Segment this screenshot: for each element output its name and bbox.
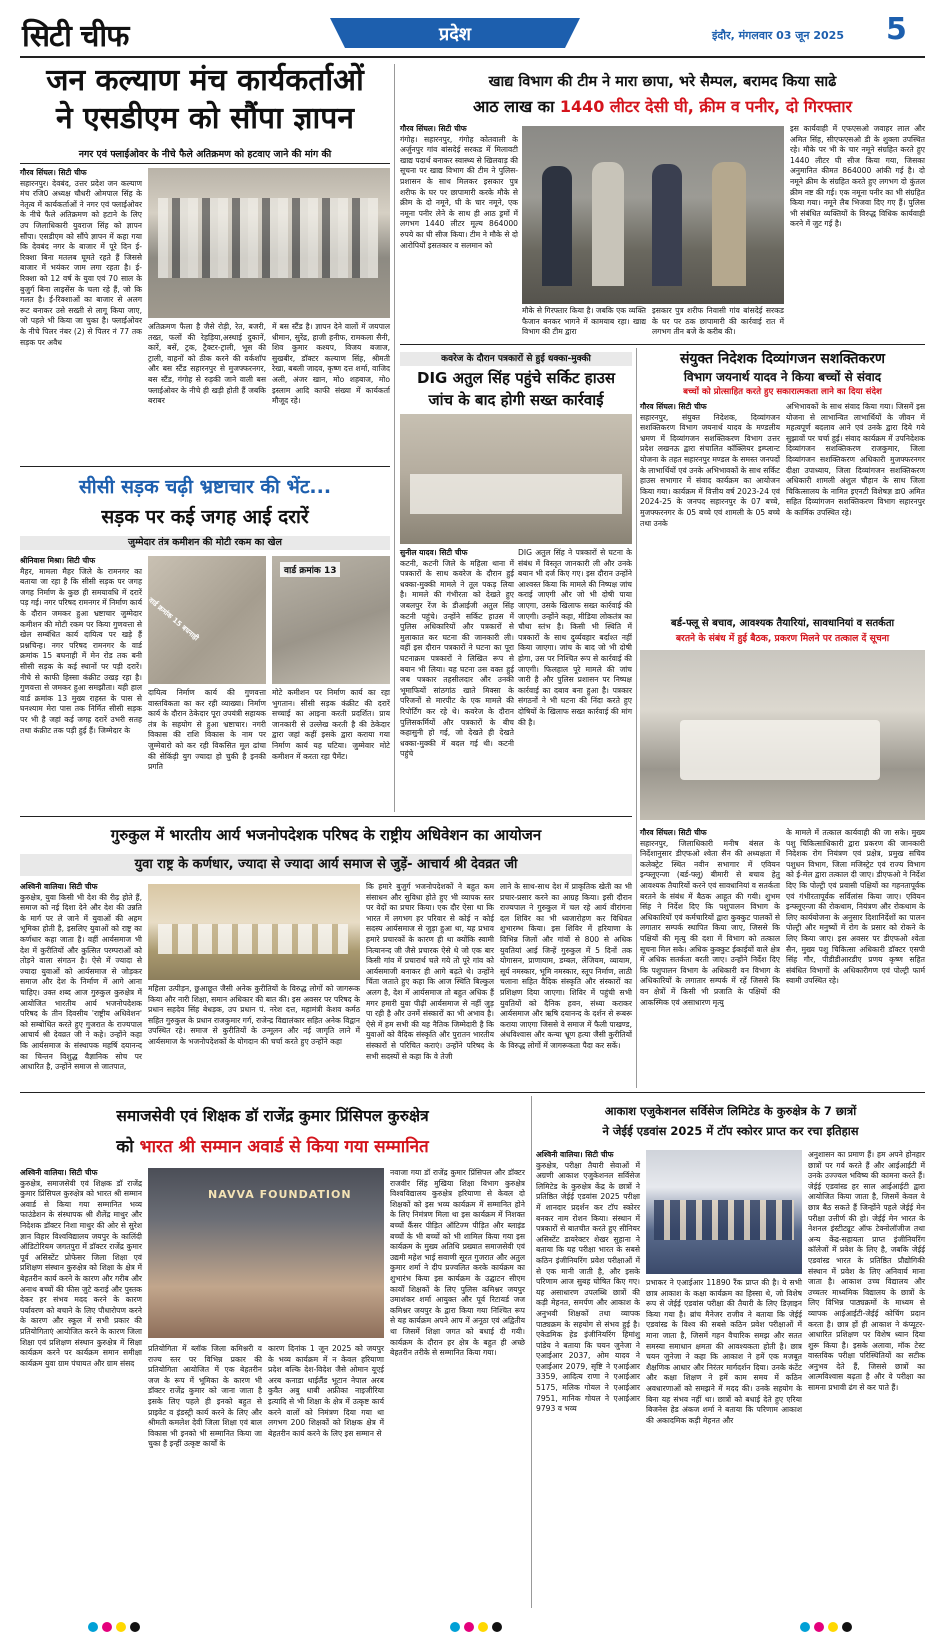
dateline: इंदौर, मंगलवार 03 जून 2025 (712, 29, 844, 42)
art4-headline-1: संयुक्त निदेशक दिव्यांगजन सशक्तिकरण (679, 351, 886, 367)
art2-byline: गौरव सिंघल। सिटी चीफ (400, 124, 467, 133)
art3-photo (400, 414, 632, 544)
art7-col1-text: कुरुक्षेत्र, युवा किसी भी देश की रीढ़ होते हैं, समाज को नई दिशा देने और देश की उन्नति के मार्ग पर ले जाने में युवाओं की अहम भूमिका होती है, इसलिए युवाओं को राष्ट्र का कर्णधार कहा जाता है। वहीं आर्यसमाज भी देश में कुरीतियों और कुत्सित परम्पराओं को तोड़ने वाला संगठन है। ऐसे में ज्यादा से ज्यादा युवाओं को आर्यसमाज से जोड़कर समाज और देश के निर्माण में आगे आना चाहिए। उक्त शब्द आज गुरुकुल कुरुक्षेत्र में आयोजित भारतीय आर्य भजनोपदेशक परिषद के तीन दिवसीय 'राष्ट्रीय अधिवेशन' को सम्बोधित करते हुए गुजरात के राज्यपाल आचार्य श्री देवव्रत जी ने कहे। उन्होंने कहा कि आर्यसमाज के संस्थापक महर्षि दयानन्द का चिन्तन विशुद्ध वैज्ञानिक सोच पर आधारित है, उन्होंने समाज से जातपात, (20, 892, 142, 1072)
art7-col4: लाने के साथ-साथ देश में प्राकृतिक खेती का भी प्रचार-प्रसार करने का आग्रह किया। इसी दौरान राज्यपाल ने गुरुकुल में चल रहे आर्य वीरांगना दल शिविर का भी ध्वजारोहण कर विधिवत शुभारम्भ किया। इस शिविर में हरियाणा के विभिन्न जिलों और गांवों से 800 से अधिक युवतियां आई जिन्हें गुरुकुल में 5 दिनों तक योगासन, प्राणायाम, डम्बल, लेजियम, व्यायाम, सूर्य नमस्कार, भूमि नमस्कार, स्तूप निर्माण, लाठी चलाना सहित वैदिक संस्कृति और संस्कारों का प्रशिक्षण दिया जाएगा। शिविर में पहुंची सभी युवतियों को दैनिक हवन, संध्या कराकर आर्यसमाज और ऋषि दयानन्द के दर्शन से रूबरू कराया जाएगा जिससे वे समाज में फैली पाखण्ड, अंधविश्वास और कन्या भ्रूण हत्या जैसी कुरीतियों के विरुद्ध लोगों में जागरूकता पैदा कर सकें। (500, 882, 632, 1050)
art6-photo-1-label: वार्ड क्रमांक 15 बघनाही (146, 596, 200, 643)
art6-headline-1: सीसी सड़क चढ़ी भ्रष्टाचार की भेंट... (78, 476, 332, 498)
art3-kicker: कवरेज के दौरान पत्रकारों से हुई धक्का-मुक्की (400, 352, 632, 366)
art7-headline: गुरुकुल में भारतीय आर्य भजनोपदेशक परिषद के राष्ट्रीय अधिवेशन का आयोजन (110, 826, 542, 844)
divider-art1-art6 (20, 466, 390, 467)
art8-col1-text: कुरुक्षेत्र, समाजसेवी एवं शिक्षक डॉ राजेंद्र कुमार प्रिंसिपल कुरुक्षेत्र को भारत श्री सम्मान अवार्ड से किया गया सम्मानित भव्य फाउंडेशन के संस्थापक श्री शैलेंद्र माथुर और निदेशक डॉक्टर निशा माथुर की ओर से सुरेश ज्ञान विहार विश्वविद्यालय जयपुर के कालिंदी ऑडिटोरियम जगतपुरा में डॉक्टर राजेंद्र कुमार पूर्व असिस्टेंट प्रोफेसर जिला शिक्षा एवं प्रशिक्षण संस्थान कुरुक्षेत्र को शिक्षा के क्षेत्र में बेहतरीन कार्य करने के कारण और गरीब और अनाथ बच्चों की फीस जुटे कराई और पुस्तक देकर हर संभव मदद करने के कारण पर्यावरण को बचाने के लिए पौधारोपण करने के कारण और स्कूल में सभी प्रकार की प्रतियोगिताएं आयोजित करने के कारण जिला शिक्षा एवं प्रशिक्षण संस्थान कुरुक्षेत्र में सिक्षा कार्यक्रम करने पर कार्यक्रम समान समीक्षा कार्यक्रम युवा ग्राम पंचायत और ग्राम संसद (20, 1178, 142, 1368)
art3-col1-text: कटनी, कटनी जिले के महिला थाना में पत्रकारों के साथ कवरेज के दौरान हुई धक्का-मुक्की मामले ने तूल पकड़ लिया है। मामले की गंभीरता को देखते हुए जबलपुर रेंज के डीआईजी अतुल सिंह कटनी पहुंचे। उन्होंने सर्किट हाउस में पुलिस अधिकारियों और पत्रकारों से मुलाकात कर घटना की जानकारी ली। वहीं इस दौरान पत्रकारों ने घटना का पूरा घटनाक्रम पत्रकारों ने लिखित रूप से बयान भी लिया। यह घटना उस वक्त हुई जब पत्रकार तहसीलदार और उनकी भूमाफियों सांठगांठ खाते मिक्सा के परिजनों से मारपीट के एक मामले की रिपोर्टिंग कर रहे थे। कवरेज के दौरान पुलिसकर्मियों और पत्रकारों के बीच कहासुनी हो गई, जो देखते ही देखते धक्का-मुक्की में बदल गई थी। कटनी पहुंचे (400, 558, 514, 759)
art9-byline: अश्विनी वालिया। सिटी चीफ (536, 1150, 614, 1159)
art5-col1 (640, 828, 780, 1086)
art9-col3: अनुशासन का प्रमाण हैं। हम अपने होनहार छात्रों पर गर्व करते हैं और आईआईटी में उनके उज्ज्वल भविष्य की कामना करते हैं। जेईई एडवांस्ड हर साल आईआईटी द्वारा आयोजित किया जाता है, जिसमें केवल वे छात्र बैठ सकते हैं जिन्होंने पहले जेईई मेन परीक्षा उत्तीर्ण की हो। जेईई मेन भारत के नेशनल इंस्टीट्यूट ऑफ टेक्नोलॉजीज तथा अन्य केंद्र-सहायता प्राप्त इंजीनियरिंग कॉलेजों में प्रवेश के लिए है, जबकि जेईई एडवांस्ड भारत के प्रतिष्ठित प्रौद्योगिकी संस्थान में प्रवेश के लिए अनिवार्य माना जाता है। आकाश उच्च विद्यालय और उच्चतर माध्यमिक विद्यालय के छात्रों के लिए विभिन्न पाठ्यक्रमों के माध्यम से व्यापक आईआईटी-जेईई कोचिंग प्रदान करता है। छात्र हों ही आकाश ने कंप्यूटर-आधारित प्रशिक्षण पर विशेष ध्यान दिया शुरू किया है। इसके अलावा, मॉक टेस्ट वास्तविक परीक्षा परिस्थितियों का सटीक अनुभव देते हैं, जिससे छात्रों का आत्मविश्वास बढ़ता है और वे परीक्षा का सामना प्रभावी ढंग से कर पाते हैं। (808, 1150, 925, 1393)
art6-photo-1 (148, 556, 266, 684)
art1-col1-text: सहारनपुर। देवबंद, उत्तर प्रदेश जन कल्याण मंच रजि0 अध्यक्ष चौधरी ओमपाल सिंह के नेतृत्व में कार्यकर्ताओं ने नगर एवं फ्लाईओवर के नीचे फैले अतिक्रमण को हटाने के लिए उप जिलाधिकारी युवराज सिंह को ज्ञापन सौंपा। एसडीएम को सौंपे ज्ञापन में कहा गया कि देवबंद नगर के बाजार में पूरे दिन ई-रिक्शा बिना मतलब घूमते रहते हैं जिससे बाजार में भयंकर जाम लगा रहता है। ई-रिक्शा को 12 वर्ष के युवा एवं 70 साल के बुजुर्ग बिना लाइसेंस के चला रहे हैं, जो कि गलत है। ई-रिक्शाओं का बाजार से अलग रूट बनाकर उसे सख्ती से लागू किया जाए, जो पहले भी किया जा चुका है। फ्लाईओवर के नीचे पिलर नंबर (2) से पिलर नं 77 तक सड़क पर अवैध (20, 178, 142, 347)
art7-col1 (20, 882, 142, 1086)
art2-col2: मौके से गिरफ्तार किया है। जबकि एक व्यक्ति फैजान बनकर भागने में कामयाब रहा। खाद्य विभाग की टीम द्वारा (522, 306, 646, 337)
art6-byline: श्रीनिवास मिश्रा। सिटी चीफ (20, 556, 96, 565)
art6-col3: मोटे कमीशन पर निर्माण कार्य का रहा भुगतान। सीसी सड़क कंक्रीट की दरारें सच्चाई का आइना करती प्रदर्शित। प्राय जानकारी से उल्लेख करती है की ठेकेदार द्वारा जहां कहीं इसके द्वारा कराया गया निर्माण कार्य यह घटिया। जुम्मेवार मोटे कमीशन में करता रहा पैमेंट। (272, 688, 390, 761)
art8-photo-banner: NAVVA FOUNDATION (208, 1188, 352, 1201)
registration-strip (0, 1616, 945, 1641)
art6-col1-text: मैहर, मामला मैहर जिले के रामनगर का बताया जा रहा है कि सीसी सड़क पर जगह जगह निर्माण के कुछ ही समयावधि में दरारें पड़ गई। नगर परिषद रामनगर में निर्माण कार्य के दौरान जमकर हुआ भ्रष्टाचार जुम्मेदार कमीशन की मोटी रकम पर किया गुणवत्ता से खेल सम्बंधित कार्य दायित्व पर खड़े हैं प्रश्नचिन्ह। नगर परिषद रामनगर के वार्ड क्रमांक 15 बघनाही में मेन रोड तक बनी सीसी सड़क के कई स्थानों पर पड़ी दरारें। नीचे से काफी हिस्सा कंक्रीट उखड़ रहा है। गुणवत्ता से जमकर हुआ समझौता। यही हाल वार्ड क्रमांक 13 मुख्य राहस्त के पास से घनश्याम मेरा पास तक निर्मित सीसी सड़क पर भी है जहां कई जगह दरारें उभरी सतह तथा कंक्रीट तक पड़ी हुई हैं। जिम्मेदार के (20, 566, 142, 735)
art1-headline-2: ने एसडीएम को सौंपा ज्ञापन (55, 101, 354, 136)
art1-photo (148, 168, 390, 318)
art8-headline-prefix: को (116, 1137, 140, 1157)
art7-col3: कि हमारे बुजुर्ग भजनोपदेशकों ने बहुत कम संसाधन और सुविधा होते हुए भी व्यापक स्तर पर वेदों का प्रचार किया। एक दौर ऐसा था कि भारत में लगभग हर परिवार से कोई न कोई सदस्य आर्यसमाज से जुड़ा हुआ था, यह प्रभाव हमारे प्रचारकों के कारण ही था क्योंकि स्वामी नित्यानन्द जी जैसे प्रचारक ऐसे थे जो एक बार किसी गांव में प्रचारार्थ चले गये तो पूरे गांव को आर्यसमाजी बनाकर ही आगे बढ़ते थे। उन्होंने चिंता जताते हुए कहा कि आज स्थिति बिल्कुल अलग है, देश में आर्यसमाज तो बहुत अधिक हैं मगर हमारी युवा पीढ़ी आर्यसमाज से नहीं जुड़ पा रही है और उनमें संस्कारों का भी अभाव है। ऐसे में हम सभी की यह नैतिक जिम्मेदारी है कि युवाओं को वैदिक संस्कृति और पुरातन भारतीय संस्कारों से परिचित कराएं। उन्होंने परिषद के सभी सदस्यों से कहा कि वे तेजी (366, 882, 494, 1061)
art6-col1 (20, 556, 142, 808)
art8-col1 (20, 1168, 142, 1608)
art2-photo (522, 126, 784, 304)
art7-top-rule (20, 816, 632, 817)
art8-col3: कारण दिनांक 1 जून 2025 को जयपुर के भव्य कार्यक्रम में न केवल हरियाणा प्रदेश बल्कि देश-विदेश जैसे ओमान यूएई अरब कनाडा थाईलैंड भूटान नेपाल अरब कुवैत अबु धाबी अफ्रीका नाइजीरिया इत्यादि से भी शिक्षा के क्षेत्र में उत्कृष्ट कार्य करने वालों को निमंत्रण दिया गया था लगभग 200 शिक्षकों को शिक्षक क्षेत्र में बेहतरीन कार्य करने के लिए इस सम्मान से (268, 1344, 384, 1438)
art8-byline: अश्विनी वालिया। सिटी चीफ (20, 1168, 98, 1177)
art1-col1 (20, 168, 142, 347)
col-divider-1 (394, 64, 395, 812)
art5-col1-text: सहारनपुर, जिलाधिकारी मनीष बंसल के निर्देशानुसार डीएफओ श्वेता सैन की अध्यक्षता में कलेक्ट्रेट स्थित नवीन सभागार में एवियन इन्फ्लूएन्जा (बर्ड-फ्लू) बीमारी से बचाव हेतु आवश्यक तैयारियों करने एवं सावधानियां व सतर्कता बरतने के संबंध में बैठक आहूत की गयी। शुभम सिंह ने निर्देश दिए कि पशुपालन विभाग के अधिकारियों एवं कर्मचारियों द्वारा कुक्कुट पालकों से लगातार सम्पर्क स्थापित किया जाए, जिससे कि पक्षियों की मृत्यु की दशा में विभाग को तत्काल सूचना मिल सके। अधिक कुक्कुट ईकाईयों वाले क्षेत्र में अधिक सतर्कता बरती जाए। उन्होंने निर्देश दिए कि पशुपालन विभाग के अधिकारी वन विभाग के अधिकारियों के लगातार सम्पर्क में रहें जिससे कि वन क्षेत्रों में किसी भी प्रजाति के पक्षियों की आकस्मिक एवं असाधारण मृत्यु (640, 838, 780, 1007)
art8-headline-1: समाजसेवी एवं शिक्षक डॉ राजेंद्र कुमार प्रिंसिपल कुरुक्षेत्र (116, 1107, 429, 1125)
art9-col1 (536, 1150, 640, 1608)
art1-col3: में बस स्टैंड है। ज्ञापन देने वालों में जयपाल धीमान, सुरेंद्र, हाजी हनीफ, रामकला सैनी, शिव कुमार कश्यप, विजय बजाज, सुखबीर, डॉक्टर कल्याण सिंह, श्रीमती रेखा, बबली जादव, कृष्ण दत्त शर्मा, वाजिद अली, अंजर खान, मोo शहबाज, मोo इस्लाम आदि काफी संख्या में कार्यकर्ता मौजूद रहे। (272, 322, 390, 406)
masthead-rule (20, 56, 925, 58)
art6-col2: दायित्व निर्माण कार्य की गुणवत्ता वास्तविकता का कर रही व्याख्या। निर्माण कार्य के दौरान ठेकेदार पूरा उपयंत्री सहायक तंत्र के सहयोग से हुआ भ्रष्टाचार। नगरी विकास की राशि विकास के नाम पर जुम्मेवारो को कर रही विकसित मूल ढांचा की सेकिंड़ी युग ज्यादा हो चुकी है इनकी प्रगति (148, 688, 266, 772)
art5-byline: गौरव सिंघल। सिटी चीफ (640, 828, 707, 837)
art5-headline-2: बरतने के संबंध में हुई बैठक, प्रकरण मिलने पर तत्काल दें सूचना (675, 633, 890, 644)
art1-sub-rule (20, 163, 390, 164)
col-divider-2 (636, 348, 637, 1088)
art5-photo (640, 650, 925, 820)
art9-headline-2: ने जेईई एडवांस 2025 में टॉप स्कोरर प्राप्त कर रचा इतिहास (602, 1124, 859, 1138)
art6-photo-2-label: वार्ड क्रमांक 13 (280, 562, 340, 577)
art6-kicker: जुम्मेदार तंत्र कमीशन की मोटी रकम का खेल (20, 536, 390, 550)
art1-byline: गौरव सिंघल। सिटी चीफ (20, 168, 87, 177)
art7-subhead: युवा राष्ट्र के कर्णधार, ज्यादा से ज्यादा आर्य समाज से जुड़ें- आचार्य श्री देवव्रत जी (20, 854, 632, 876)
page-number: 5 (886, 12, 907, 47)
art8-col2: प्रतियोगिता में ब्लॉक जिला कमिश्नरी व राज्य स्तर पर विभिन्न प्रकार की प्रतियोगिता आयोजित में एक बेहतरीन जज के रूप में भूमिका के कारण भी डॉक्टर राजेंद्र कुमार को जाना जाता है इसके लिए पहले ही इनको बहुत से प्राइवेट व इंडस्ट्री कार्य करने के लिए और श्रीमती कमलेश देवी जिला शिक्षा एवं बाल विकास भी इनको भी सम्मानित किया जा चुका है इन्हीं उत्कृष्ट कार्यों के (148, 1344, 262, 1449)
art8-headline-highlight: भारत श्री सम्मान अवार्ड से किया गया सम्मानित (139, 1137, 429, 1157)
art4-subhead: बच्चों को प्रोत्साहित करते हुए सकारात्मकता लाने का दिया संदेश (683, 387, 882, 397)
art4-headline-2: विभाग जयनार्थ यादव ने किया बच्चों से संवाद (683, 370, 882, 384)
art4-col2: अभिभावकों के साथ संवाद किया गया। जिसमें इस योजना से लाभान्वित लाभार्थियों के जीवन में महत्वपूर्ण बदलाव आने एवं उनके द्वारा दिये गये सुझावों पर चर्चा हुई। संवाद कार्यक्रम में उपनिदेशक दिव्यांगजन सशक्तिकरण राजकुमार, जिला दिव्यांगजन सशक्तिकरण अधिकारी मुजफ्फरनगर दीक्षा उपाध्याय, जिला दिव्यांगजन सशक्तिकरण अधिकारी शामली अंशुल चौहान के साथ जिला चिकित्सालय के नामित इएनटी विशेषज्ञ डा0 अमित सहित दिव्यांगजन सशक्तिकरण विभाग सहारनपुर के कार्मिक उपस्थित रहे। (786, 402, 925, 517)
art2-headline-2 (400, 96, 925, 118)
art8-top-rule (20, 1092, 925, 1093)
art9-photo (646, 1150, 802, 1274)
art6-headline-2: सड़क पर कई जगह आई दरारें (101, 506, 309, 528)
art2-col1-text: गंगोह। सहारनपुर, गंगोह कोतवाली के अर्जुनपुर गांव बांसदेई सरकड में मिलावटी खाद्य पदार्थ बनाकर स्वास्थ्य से खिलवाड़ की सूचना पर खाद्य विभाग की टीम ने पुलिस-प्रशासन के साथ मिलकर इसकार पुत्र शरीफ के घर पर छापामारी करके मौके से क्रीम के दो नमूने, घी के चार नमूने, एक नमूना पनीर लेने के साथ ही आठ ड्रमों में लगभग 1440 लीटर मूल्य 864000 रुपये का घी सीज किया। टीम ने मौके से दो आरोपियों इसतकार व सलमान को (400, 134, 518, 250)
art7-photo (148, 884, 360, 980)
art2-headline-1: खाद्य विभाग की टीम ने मारा छापा, भरे सैम्पल, बरामद किया साढे (488, 74, 837, 90)
art5-headline-1: बर्ड-फ्लू से बचाव, आवश्यक तैयारियां, सावधानियां व सतर्कता (670, 618, 895, 629)
art3-headline-2: जांच के बाद होगी सख्त कार्रवाई (428, 391, 604, 409)
art3-col2: DIG अतुल सिंह ने पत्रकारों से घटना के संबंध में विस्तृत जानकारी ली और उनके बयान भी दर्ज किए गए। इस दौरान उन्होंने आश्वस्त किया कि मामले की निष्पक्ष जांच कराई जाएगी और जो भी दोषी पाया जाएगा, उसके खिलाफ सख्त कार्रवाई की जाएगी। उन्होंने कहा, मीडिया लोकतंत्र का चौथा स्तंभ है। किसी भी स्थिति में पत्रकारों के साथ दुर्व्यवहार बर्दाश्त नहीं किया जाएगा। जांच के बाद जो भी दोषी होगा, उस पर निश्चित रूप से कार्रवाई की जाएगी। फिलहाल पूरे मामले की जांच जारी है और पुलिस प्रशासन पर निष्पक्ष कार्रवाई का दबाव बना हुआ है। पत्रकार संगठनों ने भी घटना की निंदा करते हुए दोषियों के खिलाफ सख्त कार्रवाई की मांग की है। (518, 548, 632, 727)
art8-headline-2 (20, 1134, 525, 1160)
art9-divider (531, 1096, 532, 1608)
art9-col2: प्रभाकर ने एआईआर 11890 रैंक प्राप्त की है। ये सभी छात्र आकाश के कक्षा कार्यक्रम का हिस्सा थे, जो विशेष रूप से जेईई एडवांस परीक्षा की तैयारी के लिए डिज़ाइन किया गया है। ब्रांच मैनेजर राजीव ने बताया कि जेईई एडवांस्ड के विश्व की सबसे कठिन प्रवेश परीक्षाओं में माना जाता है, जिसमें गहन वैचारिक समझ और सतत समस्या समाधान क्षमता की आवश्यकता होती है। छात्र चयन जुनेजा ने कहा कि आकाश ने हमें एक मजबूत शैक्षणिक आधार और निरंतर मार्गदर्शन दिया। उनके कंटेंट और कक्षा शिक्षण ने हमें काम समय में कठिन अवधारणाओं को समझने में मदद की। उनके सहयोग के बिना यह संभव नहीं था। छात्रों को बधाई देते हुए एरिया बिजनेस हेड अंकज शर्मा ने बताया कि परिणाम आकाश की अकादमिक कड़ी मेहनत और (646, 1278, 802, 1425)
art2-headline-highlight: 1440 लीटर देसी घी, क्रीम व पनीर, दो गिरफ्तार (559, 97, 853, 116)
art2-col1 (400, 124, 518, 340)
art4-col1 (640, 402, 780, 608)
art9-col1-text: कुरुक्षेत्र, परीक्षा तैयारी सेवाओं में अग्रणी आकाश एजुकेशनल सर्विसेज लिमिटेड के कुरुक्षेत्र केंद्र के छात्रों ने प्रतिष्ठित जेईई एडवांस 2025 परीक्षा में शानदार प्रदर्शन कर टॉप स्कोरर बनकर नाम रोशन किया। संस्थान में पत्रकारों से बातचीत करते हुए सीनियर असिस्टेंट डायरेक्टर शेखर सुहाना ने बताया कि यह परीक्षा भारत के सबसे कठिन इंजीनियरिंग प्रवेश परीक्षाओं में से एक मानी जाती है, और इसके परिणाम आज सुबह घोषित किए गए। यह असाधारण उपलब्धि छात्रों की कड़ी मेहनत, समर्पण और आकाश के अनुभवी शिक्षकों तथा व्यापक पाठ्यक्रम के सहयोग से संभव हुई है। एकेडमिक हेड इंजीनियरिंग हिमांशु पांडेय ने बताया कि चयन जुनेजा ने एआईआर 2037, ओम यादव ने एआईआर 2079, सृष्टि ने एआईआर 3359, आदित्य राणा ने एआईआर 5175, मलिक गोयल ने एआईआर 7951, मानिक गोयल ने एआईआर 9793 व भव्य (536, 1160, 640, 1414)
section-banner (330, 18, 580, 48)
art1-col2: अतिक्रमण फैला है जैसे रोड़ी, रेत, बजरी, तख्त, फलों की रेहड़िया,अस्थाई दुकानें, कारें, बसें, ट्रक, ट्रैक्टर-ट्राली, भूस की ट्राली, वाहनों को ठीक करने की वर्कशॉप और बस स्टैंड सहारनपुर से मुजफ्फरनगर, बस स्टैंड, गंगोह से रुड़की जाने वाली बस फ्लाईओवर के नीचे ही खड़ी होती हैं जबकि बराबर (148, 322, 266, 406)
art4-byline: गौरव सिंघल। सिटी चीफ (640, 402, 707, 411)
art1-headline-1: जन कल्याण मंच कार्यकर्ताओं (46, 63, 364, 98)
art1-col1-cont (20, 334, 142, 440)
art3-headline-1: DIG अतुल सिंह पहुंचे सर्किट हाउस (417, 369, 615, 387)
brand-logo: सिटी चीफ (22, 19, 129, 54)
art3-col1 (400, 548, 514, 810)
art2-headline-prefix: आठ लाख का (472, 97, 560, 116)
art2-col3: इसकार पुत्र शरीफ निवासी गांव बांसदेई सरकड के घर पर ठक छापामारी की कार्रवाई रात में लगभग तीन बजे के करीब की। (652, 306, 784, 337)
art6-photo-2 (272, 556, 390, 684)
masthead (0, 0, 945, 62)
art7-byline: अश्विनी वालिया। सिटी चीफ (20, 882, 98, 891)
section-label: प्रदेश (438, 24, 472, 45)
art5-col2: के मामले में तत्काल कार्यवाही की जा सके। मुख्य पशु चिकित्साधिकारी द्वारा प्रकरण की जानकारी निदेशक रोग नियंत्रण एवं प्रक्षेत्र, प्रमुख सचिव पशुधन विभाग, जिला मजिस्ट्रेट एवं राज्य विभाग को ई-मेल द्वारा तत्काल दी जाए। डीएफओ ने निर्देश दिए कि पोल्ट्री एवं प्रवासी पक्षियों का गहनतापूर्वक एवं गंभीरतापूर्वक सर्विलांस किया जाए। एवियन इन्फ्लूएन्जा की रोकथाम, नियंत्रण और रोकथाम के लिए कार्ययोजना के अनुसार दिशानिर्देशों का पालन पोल्ट्री और मनुष्यों में रोग के प्रसार को रोकने के लिए किया जाए। इस अवसर पर डीएफओ श्वेता सैन, मुख्य पशु चिकित्सा अधिकारी डॉक्टर एसपी सिंह गौर, पीडीडीआरडीए प्रणय कृष्ण सहित संबंधित विभागों के अधिकारीगण एवं पोल्ट्री फार्म स्वामी उपस्थित रहे। (786, 828, 925, 986)
art2-bottom-rule (400, 344, 925, 345)
art9-headline-1: आकाश एजुकेशनल सर्विसेज लिमिटेड के कुरुक्षेत्र के 7 छात्रों (604, 1104, 857, 1118)
art2-col4: इस कार्यवाही में एफएसओ जवाहर लाल और अमित सिंह, सीएफएसओ डी के शुक्ला उपस्थित रहे। मौके पर भी के चार नमूने संग्रहित करते हुए 1440 लीटर घी सीज किया गया, जिसका अनुमानित कीमत 864000 आंकी गई है। दो नमूने क्रीम के संग्रहित करते हुए लगभग दो कुंतल क्रीम नष्ट की गई। एक नमूना पनीर का भी संग्रहित किया गया। नमूने लैब भिजवा दिए गए हैं। पुलिस भी संबंधित व्यक्तियों के विरुद्ध विधिक कार्यवाही करने में जुट गई है। (790, 124, 925, 229)
art8-photo (148, 1168, 384, 1338)
art3-byline: सुनील यादव। सिटी चीफ (400, 548, 468, 557)
art8-col4: नवाजा गया डॉ राजेंद्र कुमार प्रिंसिपल और डॉक्टर राजवीर सिंह मुखिया शिक्षा विभाग कुरुक्षेत्र विश्वविद्यालय कुरुक्षेत्र हरियाणा से केवल दो शिक्षकों को इस भव्य कार्यक्रम में सम्मानित होने के लिए निमंत्रण मिला था इस कार्यक्रम में निशक्त बच्चों कैंसर पीड़ित ऑटिज्म पीड़ित और ब्लाइंड बच्चों के भी बच्चों को भी शामिल किया गया इस कार्यक्रम के मुख्य अतिथि प्रख्यात समाजसेवी एवं उद्यमी महेश भाई सवाणी सूरत गुजरात और अतुल कुमार शर्मा ने दीप प्रज्वलित करके कार्यक्रम का शुभारंभ किया इस कार्यक्रम के उद्घाटन सीएम कार्यों शिक्षकों के लिए पुलिस कमिश्नर जयपुर उमाशंकर शर्मा आयुक्त और पूर्व रिटायर्ड जज कमिश्नर जयपुर के द्वारा किया गया निश्चित रूप से यह कार्यक्रम अपने आप में अनूठा एवं अद्वितीय था जिसमें शिक्षा जगत को बधाई दी गयी। कार्यक्रम के दौरान हर क्षेत्र के बहुत ही अच्छे बेहतरीन तरीके से सम्मानित किया गया। (390, 1168, 525, 1358)
art7-col2: महिला उत्पीड़न, छुआछूत जैसी अनेक कुरीतियों के विरुद्ध लोगों को जागरूक किया और नारी शिक्षा, समान अधिकार की बात की। इस अवसर पर परिषद के प्रधान सहदेव सिंह बेधड़क, उप प्रधान पं. नरेश दत्त, महामंत्री केशव कर्मठ सहित गुरुकुल के प्रधान राजकुमार गर्ग, राजेन्द्र विद्यालंकार सहित अनेक विद्वान उपस्थित रहे। समाज से कुरीतियों के उन्मूलन और नई जागृति लाने में आर्यसमाज के भजनोपदेशकों के योगदान की चर्चा करते हुए उन्होंने कहा (148, 984, 360, 1046)
art1-subhead: नगर एवं फ्लाईओवर के नीचे फैले अतिक्रमण को हटवाए जाने की मांग की (78, 149, 332, 160)
art4-col1-text: सहारनपुर, संयुक्त निदेशक, दिव्यांगजन सशक्तिकरण विभाग जयनार्थ यादव के मण्डलीय भ्रमण में दिव्यांगजन सशक्तिकरण विभाग उत्तर प्रदेश लखनऊ द्वारा संचालित कॉक्लियर इम्प्लान्ट योजना के तहत सहारनपुर मण्डल के समस्त जनपदों के लाभार्थियों एवं उनके अभिभावकों के साथ सर्किट हाउस सभागार में संवाद कार्यक्रम का आयोजन किया गया। कार्यक्रम में वित्तीय वर्ष 2023-24 एवं 2024-25 के जनपद सहारनपुर के 07 बच्चे, मुजफ्फरनगर के 05 बच्चे एवं शामली के 05 बच्चे तथा उनके (640, 412, 780, 528)
